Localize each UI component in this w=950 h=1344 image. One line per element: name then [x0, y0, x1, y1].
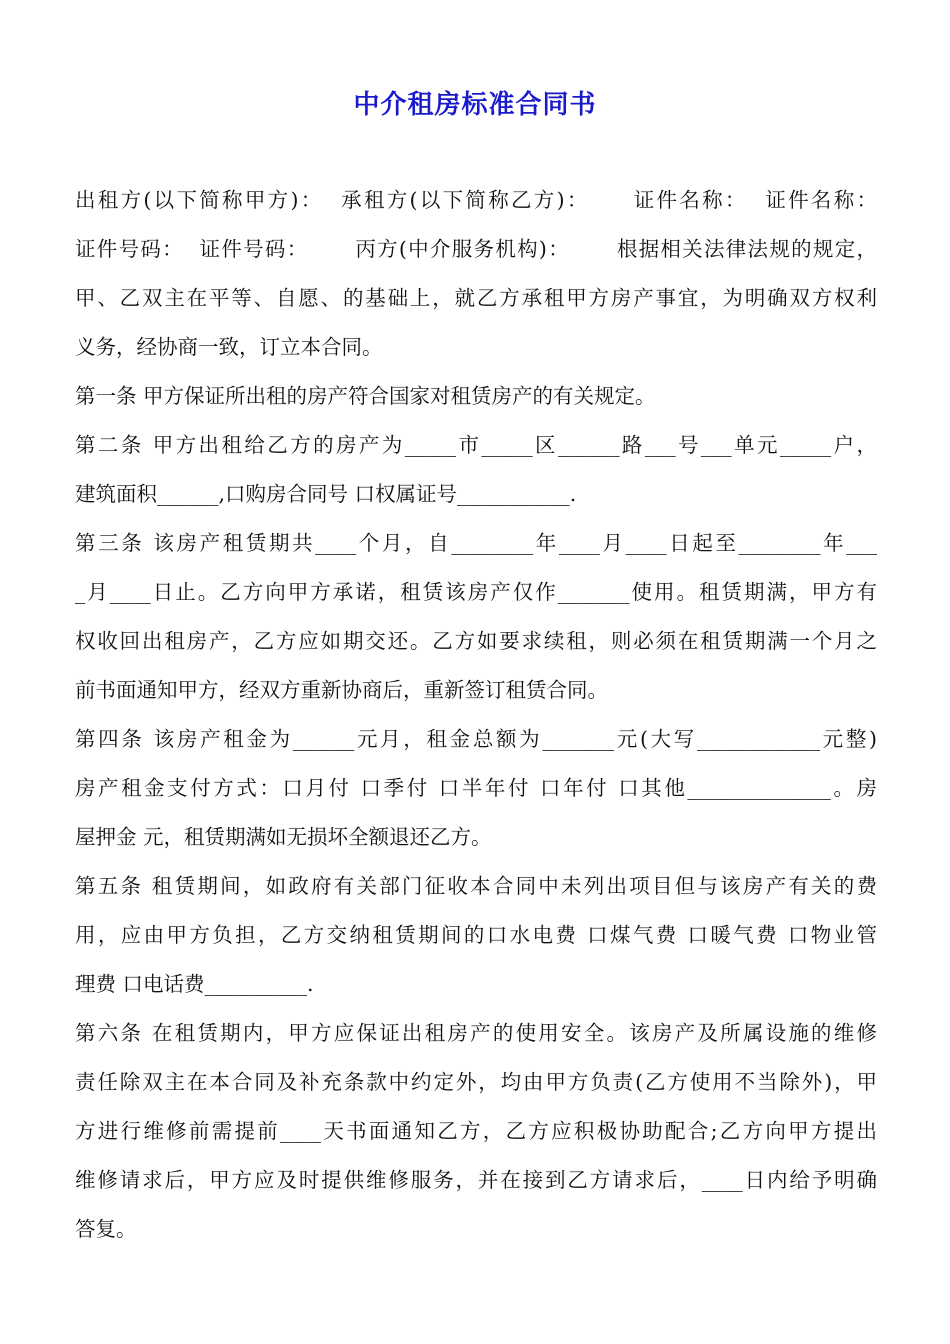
contract-line: 义务，经协商一致，订立本合同。 [75, 335, 383, 359]
article-5-line: 第五条 租赁期间，如政府有关部门征收本合同中未列出项目但与该房产有关的费 [75, 874, 877, 898]
article-5-line: 用，应由甲方负担，乙方交纳租赁期间的口水电费 口煤气费 口暖气费 口物业管 [75, 923, 877, 947]
article-6-line: 第六条 在租赁期内，甲方应保证出租房产的使用安全。该房产及所属设施的维修 [75, 1021, 877, 1045]
contract-line: 证件号码： 证件号码： 丙方(中介服务机构)： 根据相关法律法规的规定， [75, 237, 877, 261]
article-3-line: _月____日止。乙方向甲方承诺，租赁该房产仅作_______使用。租赁期满，甲方有 [75, 580, 877, 604]
article-6-line: 责任除双主在本合同及补充条款中约定外，均由甲方负责(乙方使用不当除外)，甲 [75, 1070, 877, 1094]
article-6-line: 答复。 [75, 1217, 137, 1241]
article-6-line: 维修请求后，甲方应及时提供维修服务，并在接到乙方请求后，____日内给予明确 [75, 1168, 877, 1192]
article-5-line: 理费 口电话费__________. [75, 972, 314, 996]
article-3-line: 权收回出租房产，乙方应如期交还。乙方如要求续租，则必须在租赁期满一个月之 [75, 629, 877, 653]
article-2-line: 第二条 甲方出租给乙方的房产为_____市_____区______路___号___单元_____户， [75, 433, 877, 457]
contract-body [75, 182, 877, 1249]
contract-line: 出租方(以下简称甲方)： 承租方(以下简称乙方)： 证件名称： 证件名称： [75, 188, 877, 212]
article-4-line: 屋押金 元，租赁期满如无损坏全额退还乙方。 [75, 825, 492, 849]
article-4-line: 房产租金支付方式：口月付 口季付 口半年付 口年付 口其他______________。房 [75, 776, 877, 800]
article-1-line: 第一条 甲方保证所出租的房产符合国家对租赁房产的有关规定。 [75, 384, 656, 408]
article-3-line: 前书面通知甲方，经双方重新协商后，重新签订租赁合同。 [75, 678, 608, 702]
contract-line: 甲、乙双主在平等、自愿、的基础上，就乙方承租甲方房产事宜，为明确双方权利 [75, 286, 877, 310]
document-title: 中介租房标准合同书 [353, 90, 597, 120]
article-4-line: 第四条 该房产租金为______元月，租金总额为_______元(大写____________元整) [75, 727, 877, 751]
article-3-line: 第三条 该房产租赁期共____个月，自________年____月____日起至________年___ [75, 531, 877, 555]
article-2-line: 建筑面积______,口购房合同号 口权属证号___________. [75, 482, 577, 506]
article-6-line: 方进行维修前需提前____天书面通知乙方，乙方应积极协助配合;乙方向甲方提出 [75, 1119, 877, 1143]
